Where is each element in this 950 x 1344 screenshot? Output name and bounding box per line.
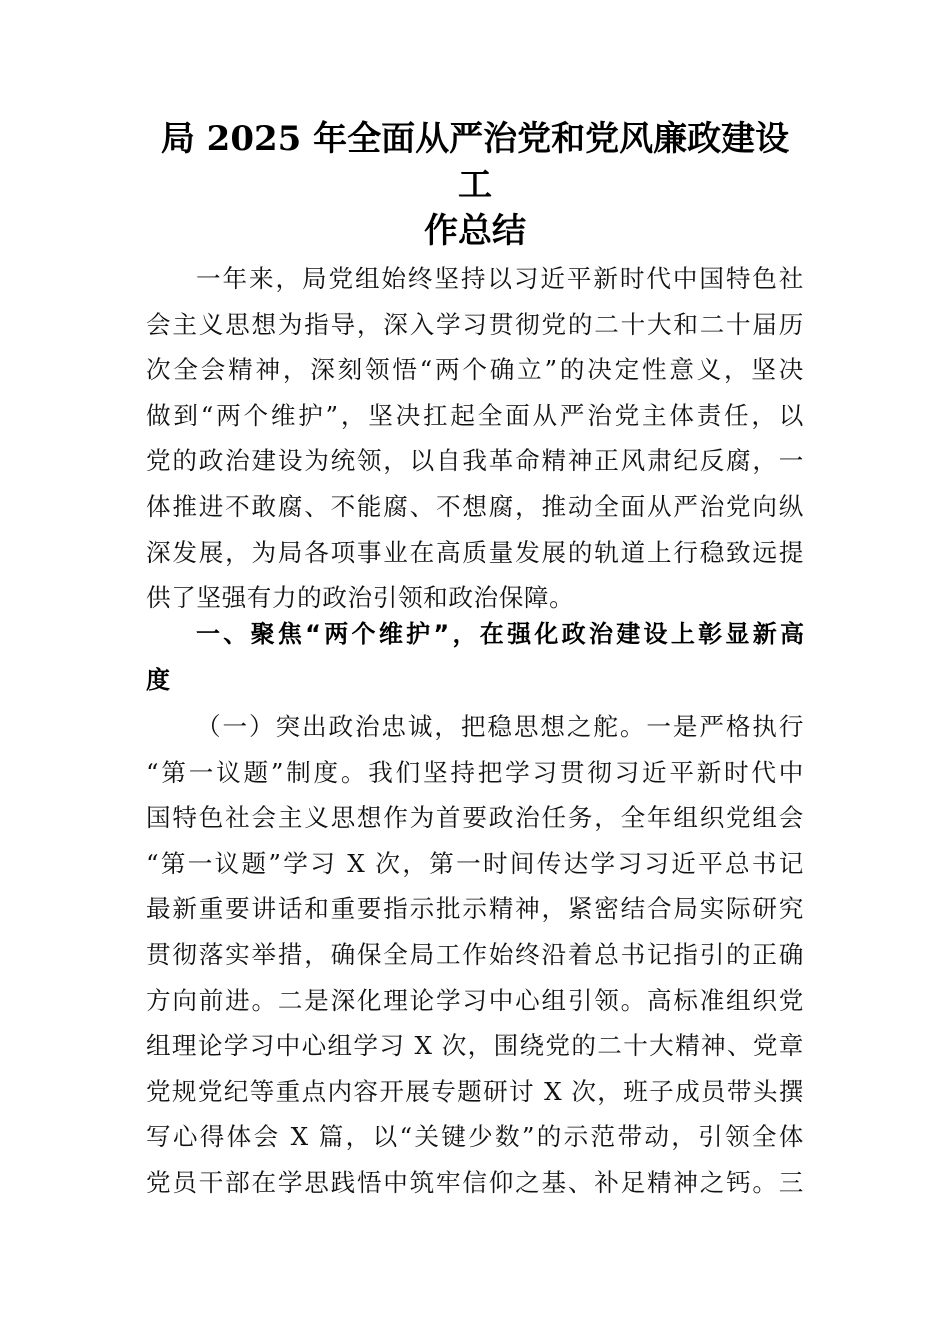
title-line-2: 作总结 xyxy=(424,211,526,251)
text-line: 会主义思想为指导，深入学习贯彻党的二十大和二十届历 xyxy=(146,309,804,339)
text-line: 深发展，为局各项事业在高质量发展的轨道上行稳致远提 xyxy=(146,537,804,567)
heading-line: 一、聚焦“两个维护”，在强化政治建设上彰显新高 xyxy=(196,620,804,648)
section-heading-1 xyxy=(146,612,804,703)
text-line: 组理论学习中心组学习 X 次，围绕党的二十大精神、党章 xyxy=(146,1031,804,1061)
text-line: 供了坚强有力的政治引领和政治保障。 xyxy=(146,583,575,613)
text-line: 党的政治建设为统领，以自我革命精神正风肃纪反腐，一 xyxy=(146,446,804,476)
text-line: （一）突出政治忠诚，把稳思想之舵。一是严格执行 xyxy=(196,712,804,741)
text-line: 国特色社会主义思想作为首要政治任务，全年组织党组会 xyxy=(146,803,804,833)
text-line: “第一议题”学习 X 次，第一时间传达学习习近平总书记 xyxy=(146,848,804,878)
text-line: 做到“两个维护”，坚决扛起全面从严治党主体责任，以 xyxy=(146,400,804,430)
text-line: 写心得体会 X 篇，以“关键少数”的示范带动，引领全体 xyxy=(146,1122,804,1152)
document-title xyxy=(146,116,804,254)
text-line: 党规党纪等重点内容开展专题研讨 X 次，班子成员带头撰 xyxy=(146,1076,804,1106)
text-line: 体推进不敢腐、不能腐、不想腐，推动全面从严治党向纵 xyxy=(146,491,804,521)
text-line: “第一议题”制度。我们坚持把学习贯彻习近平新时代中 xyxy=(146,757,804,787)
text-line: 方向前进。二是深化理论学习中心组引领。高标准组织党 xyxy=(146,985,804,1015)
text-line: 一年来，局党组始终坚持以习近平新时代中国特色社 xyxy=(196,264,804,293)
title-line-1: 局 2025 年全面从严治党和党风廉政建设工 xyxy=(160,119,790,205)
text-line: 次全会精神，深刻领悟“两个确立”的决定性意义，坚决 xyxy=(146,355,804,385)
heading-line: 度 xyxy=(146,665,170,694)
intro-paragraph xyxy=(146,256,804,621)
text-line: 最新重要讲话和重要指示批示精神，紧密结合局实际研究 xyxy=(146,894,804,924)
text-line: 党员干部在学思践悟中筑牢信仰之基、补足精神之钙。三 xyxy=(146,1167,804,1197)
section-1-paragraph xyxy=(146,704,804,1206)
text-line: 贯彻落实举措，确保全局工作始终沿着总书记指引的正确 xyxy=(146,939,804,969)
